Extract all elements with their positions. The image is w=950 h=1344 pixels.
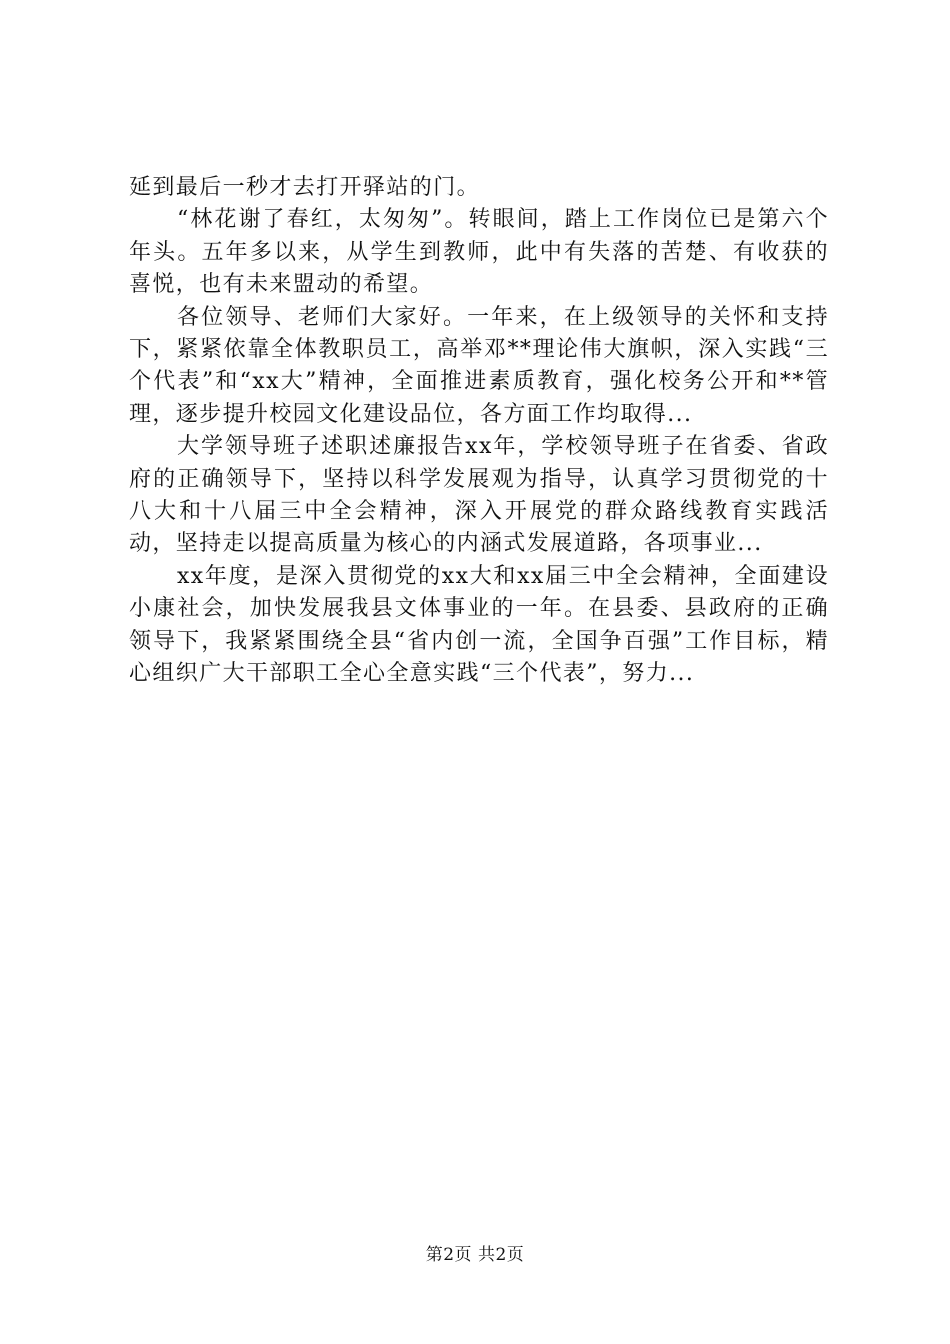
document-body bbox=[129, 172, 829, 691]
paragraph-greeting-report: 各位领导、老师们大家好。一年来，在上级领导的关怀和支持下，紧紧依靠全体教职员工，高举邓**理论伟大旗帜，深入实践“三个代表”和“xx大”精神，全面推进素质教育，强化校务公开和**管理，逐步提升校园文化建设品位，各方面工作均取得... bbox=[129, 304, 829, 427]
paragraph-poem-reflection: “林花谢了春红，太匆匆”。转眼间，踏上工作岗位已是第六个年头。五年多以来，从学生到教师，此中有失落的苦楚、有收获的喜悦，也有未来盟动的希望。 bbox=[129, 207, 829, 298]
paragraph-continuation: 延到最后一秒才去打开驿站的门。 bbox=[129, 175, 481, 200]
paragraph-university-report: 大学领导班子述职述廉报告xx年，学校领导班子在省委、省政府的正确领导下，坚持以科学发展观为指导，认真学习贯彻党的十八大和十八届三中全会精神，深入开展党的群众路线教育实践活动，坚持走以提高质量为核心的内涵式发展道路，各项事业... bbox=[129, 434, 829, 557]
paragraph-annual-report: xx年度，是深入贯彻党的xx大和xx届三中全会精神，全面建设小康社会，加快发展我县文体事业的一年。在县委、县政府的正确领导下，我紧紧围绕全县“省内创一流，全国争百强”工作目标，精心组织广大干部职工全心全意实践“三个代表”，努力... bbox=[129, 563, 829, 687]
page-footer: 第2页 共2页 bbox=[425, 1245, 525, 1265]
